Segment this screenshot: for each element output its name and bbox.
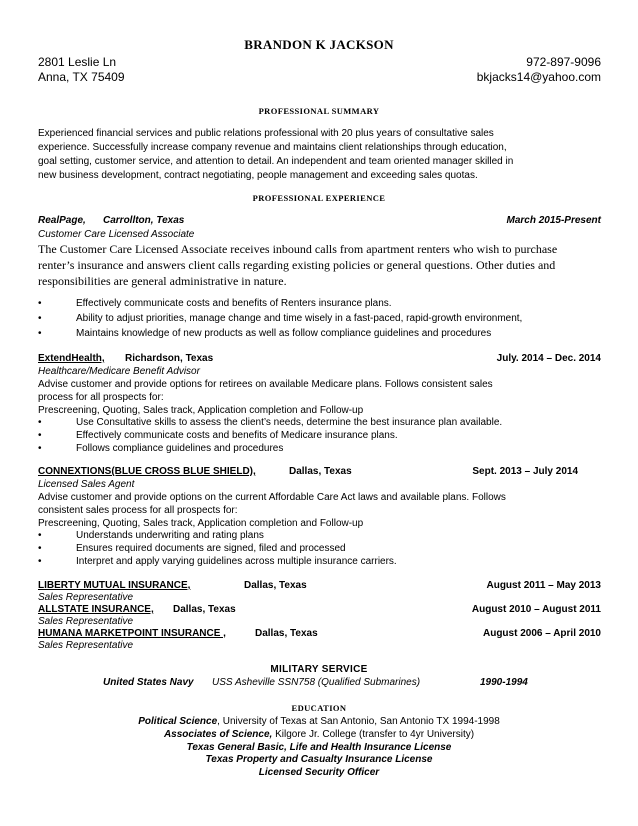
military-branch: United States Navy (103, 677, 194, 688)
job-description-line: process for all prospects for: (38, 392, 164, 403)
candidate-name: BRANDON K JACKSON (244, 37, 394, 52)
bullet-glyph: • (38, 298, 42, 309)
bullet-text: Use Consultative skills to assess the client’s needs, determine the best insurance plan available. (76, 417, 503, 428)
job-description-line: Prescreening, Quoting, Sales track, Application completion and Follow-up (38, 405, 364, 416)
military-detail: USS Asheville SSN758 (Qualified Submarines) (212, 677, 421, 688)
job-location: Dallas, Texas (244, 580, 307, 591)
job-location: Dallas, Texas (255, 628, 318, 639)
job-title: Healthcare/Medicare Benefit Advisor (38, 366, 200, 377)
bullet-text: Maintains knowledge of new products as well as follow compliance guidelines and procedures (76, 328, 492, 339)
job-title: Sales Representative (38, 616, 134, 627)
bullet-glyph: • (38, 556, 42, 567)
degree-school: Kilgore Jr. College (transfer to 4yr University) (272, 729, 475, 740)
license-line: Licensed Security Officer (258, 767, 380, 778)
military-years: 1990-1994 (480, 677, 528, 688)
summary-line: goal setting, customer service, and attention to detail. An independent and team oriented manager skilled in (38, 156, 514, 167)
summary-heading: PROFESSIONAL SUMMARY (258, 106, 380, 116)
bullet-glyph: • (38, 443, 42, 454)
job-location: Dallas, Texas (289, 466, 352, 477)
job-dates: August 2010 – August 2011 (471, 604, 601, 615)
job-company: RealPage, (38, 215, 86, 226)
bullet-text: Ensures required documents are signed, filed and processed (76, 543, 346, 554)
experience-heading: PROFESSIONAL EXPERIENCE (252, 193, 386, 203)
bullet-text: Effectively communicate costs and benefits of Medicare insurance plans. (76, 430, 398, 441)
bullet-glyph: • (38, 543, 42, 554)
job-description-line: The Customer Care Licensed Associate receives inbound calls from apartment renters who wish to purchase (38, 242, 558, 256)
summary-line: experience. Successfully increase company revenue and maintains client relationships through education, (38, 142, 507, 153)
job-title: Customer Care Licensed Associate (38, 229, 195, 240)
job-company: ALLSTATE INSURANCE, (38, 604, 154, 615)
education-degree-line (0, 716, 638, 727)
job-dates: August 2011 – May 2013 (486, 580, 601, 591)
bullet-text: Understands underwriting and rating plans (76, 530, 264, 541)
military-heading: MILITARY SERVICE (270, 664, 368, 675)
job-description-line: responsibilities are general administrative in nature. (38, 274, 287, 288)
bullet-text: Effectively communicate costs and benefits of Renters insurance plans. (76, 298, 392, 309)
job-dates: Sept. 2013 – July 2014 (472, 466, 578, 477)
phone-number: 972-897-9096 (526, 55, 601, 69)
education-heading: EDUCATION (291, 703, 347, 713)
job-description-line: Advise customer and provide options for retirees on available Medicare plans. Follows consistent sales (38, 379, 493, 390)
address-line-2: Anna, TX 75409 (38, 70, 125, 84)
bullet-glyph: • (38, 417, 42, 428)
job-description-line: consistent sales process for all prospects for: (38, 505, 238, 516)
bullet-text: Follows compliance guidelines and procedures (76, 443, 284, 454)
job-dates: March 2015-Present (506, 215, 601, 226)
job-description-line: renter’s insurance and answers client calls regarding existing policies or general questions. Other duties and (38, 258, 556, 272)
license-line: Texas Property and Casualty Insurance License (205, 754, 433, 765)
address-line-1: 2801 Leslie Ln (38, 55, 117, 69)
degree-name: Political Science (138, 716, 218, 727)
bullet-text: Interpret and apply varying guidelines across multiple insurance carriers. (76, 556, 397, 567)
job-company: LIBERTY MUTUAL INSURANCE, (38, 580, 191, 591)
job-company: HUMANA MARKETPOINT INSURANCE , (38, 628, 226, 639)
job-company: ExtendHealth, (38, 353, 105, 364)
job-location: Dallas, Texas (173, 604, 236, 615)
bullet-text: Ability to adjust priorities, manage change and time wisely in a fast-paced, rapid-growth environment, (76, 313, 523, 324)
job-company: CONNEXTIONS(BLUE CROSS BLUE SHIELD), (38, 466, 256, 477)
email-address: bkjacks14@yahoo.com (476, 70, 601, 84)
bullet-glyph: • (38, 313, 42, 324)
summary-line: new business development, contract negotiating, people management and exceeding sales quotas. (38, 170, 478, 181)
license-line: Texas General Basic, Life and Health Insurance License (186, 742, 452, 753)
job-title: Sales Representative (38, 592, 134, 603)
job-description-line: Advise customer and provide options on the current Affordable Care Act laws and available plans. Follows (38, 492, 506, 503)
job-location: Richardson, Texas (125, 353, 214, 364)
job-location: Carrollton, Texas (103, 215, 185, 226)
job-title: Licensed Sales Agent (38, 479, 135, 490)
bullet-glyph: • (38, 530, 42, 541)
summary-line: Experienced financial services and public relations professional with 20 plus years of consultative sales (38, 128, 494, 139)
degree-school: , University of Texas at San Antonio, San Antonio TX 1994-1998 (217, 716, 500, 727)
job-title: Sales Representative (38, 640, 134, 651)
education-degree-line (0, 729, 638, 740)
degree-name: Associates of Science, (163, 729, 273, 740)
job-dates: July. 2014 – Dec. 2014 (496, 353, 601, 364)
bullet-glyph: • (38, 430, 42, 441)
bullet-glyph: • (38, 328, 42, 339)
job-dates: August 2006 – April 2010 (482, 628, 601, 639)
job-description-line: Prescreening, Quoting, Sales track, Application completion and Follow-up (38, 518, 364, 529)
